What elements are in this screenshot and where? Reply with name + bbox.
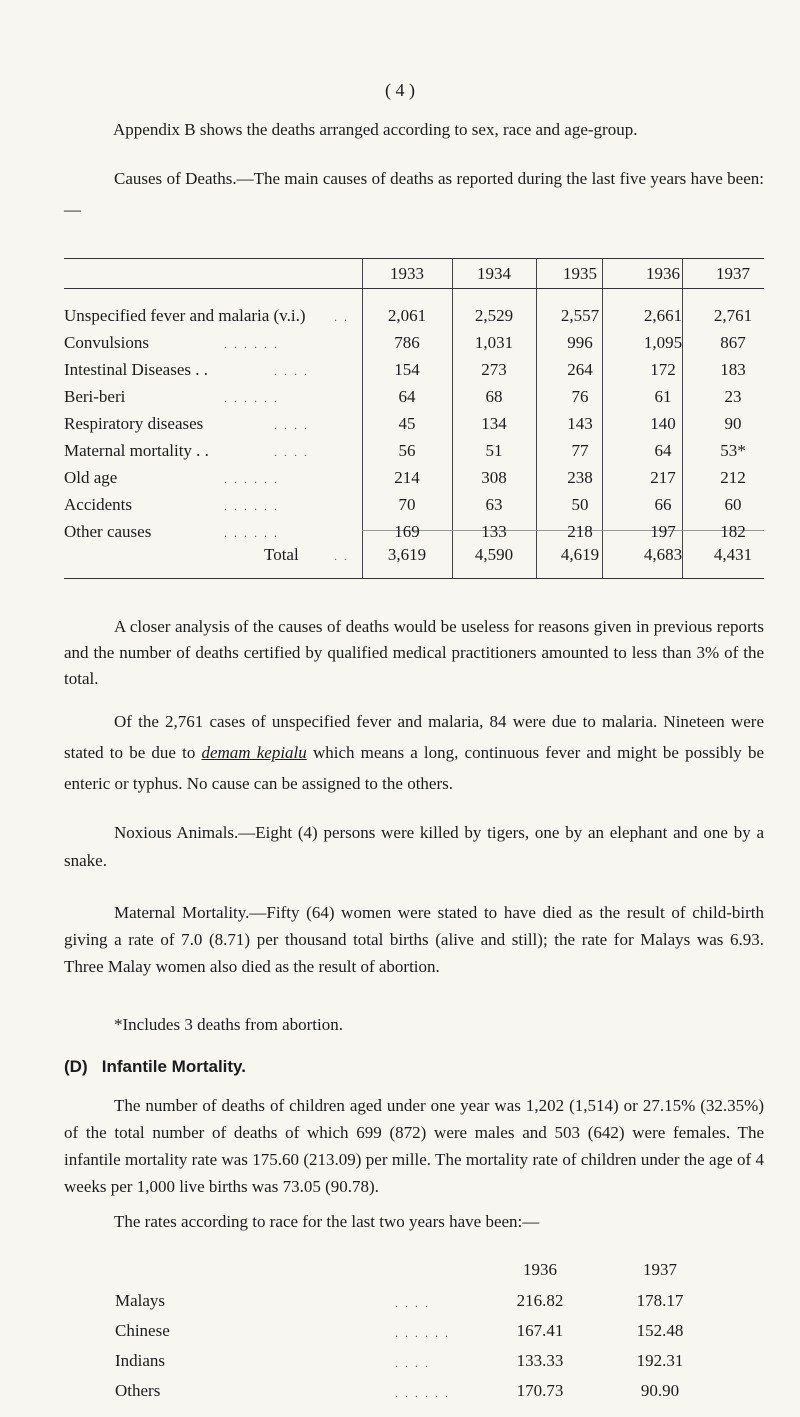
table-cell: 56 <box>398 441 416 460</box>
table-row-label: Intestinal Diseases . . <box>64 360 208 379</box>
table-row-label: Old age <box>64 468 118 487</box>
table-cell: 70 <box>398 495 416 514</box>
rate-cell: 90.90 <box>640 1381 680 1400</box>
table-row-label: Respiratory diseases <box>64 414 204 433</box>
year-header: 1936 <box>523 1260 557 1279</box>
appendix-line: Appendix B shows the deaths arranged according to sex, race and age-group. <box>113 120 638 139</box>
closer-analysis: A closer analysis of the causes of deaths would be useless for reasons given in previous reports and the number of deaths certified by qualified medical practitioners amounted to less than 3% of the total. <box>64 617 764 688</box>
table-cell: 786 <box>394 333 420 352</box>
page-number: ( 4 ) <box>385 80 415 100</box>
total-label: Total <box>264 545 299 564</box>
table-cell: 172 <box>650 360 676 379</box>
table-cell: 51 <box>485 441 503 460</box>
noxious-animals: Noxious Animals.—Eight (4) persons were killed by tigers, one by an elephant and one by a snake. <box>64 823 764 870</box>
table-cell: 264 <box>567 360 593 379</box>
table-cell: 90 <box>724 414 742 433</box>
table-cell: 183 <box>720 360 746 379</box>
malay-term: demam kepialu <box>201 743 307 762</box>
table-row-label: Accidents <box>64 495 132 514</box>
table-cell: 63 <box>485 495 503 514</box>
table-cell: 2,557 <box>560 306 600 325</box>
table-cell: 154 <box>394 360 420 379</box>
table-cell: 308 <box>481 468 507 487</box>
table-cell: 1,095 <box>643 333 683 352</box>
table-cell: 77 <box>571 441 589 460</box>
table-cell: 143 <box>567 414 593 433</box>
infantile-paragraph: The number of deaths of children aged under one year was 1,202 (1,514) or 27.15% (32.35%) of the total number of deaths of which 699 (872) were males and 503 (642) were females. The infantile mortality rate was 175.60 (213.09) per mille. The mortality rate of children under the age of 4 weeks per 1,000 live births was 73.05 (90.78). <box>64 1096 764 1196</box>
table-cell: 218 <box>567 522 593 541</box>
table-cell: 182 <box>720 522 746 541</box>
table-cell: 68 <box>485 387 503 406</box>
table-cell: 140 <box>650 414 676 433</box>
year-header: 1934 <box>477 264 511 283</box>
table-cell: 197 <box>650 522 676 541</box>
footnote: *Includes 3 deaths from abortion. <box>114 1015 343 1034</box>
table-cell: 2,529 <box>474 306 514 325</box>
table-cell: 1,031 <box>474 333 514 352</box>
table-cell: 2,061 <box>387 306 427 325</box>
rates-intro: The rates according to race for the last two years have been:— <box>114 1212 540 1231</box>
rate-cell: 170.73 <box>516 1381 564 1400</box>
table-cell: 867 <box>720 333 746 352</box>
race-rates-table: 1936 1937 Malays . . . . Chinese . . . . . . Indians . . . . Others . . . . . . 216.82 178.17 167.41 152.48 133.33 192.31 170.73 90.90 <box>0 0 800 1417</box>
year-header: 1933 <box>390 264 424 283</box>
table-cell: 50 <box>571 495 589 514</box>
fever-paragraph: Of the 2,761 cases of unspecified fever and malaria, 84 were due to malaria. Nineteen were stated to be due to demam kepialu which means a long, continuous fever and might be possibly be enteric or typhus. No cause can be assigned to the others. <box>64 712 764 793</box>
total-cell: 4,619 <box>560 545 600 564</box>
rate-cell: 192.31 <box>636 1351 684 1370</box>
total-cell: 4,683 <box>643 545 683 564</box>
table-cell: 66 <box>654 495 672 514</box>
total-cell: 4,590 <box>474 545 514 564</box>
table-cell: 60 <box>724 495 742 514</box>
table-cell: 76 <box>571 387 589 406</box>
table-cell: 214 <box>394 468 420 487</box>
table-row-label: Unspecified fever and malaria (v.i.) <box>64 306 306 325</box>
table-cell: 61 <box>654 387 672 406</box>
total-cell: 3,619 <box>387 545 427 564</box>
rate-cell: 216.82 <box>516 1291 564 1310</box>
table-cell: 45 <box>398 414 416 433</box>
table-cell: 996 <box>567 333 593 352</box>
table-row-label: Maternal mortality . . <box>64 441 209 460</box>
total-cell: 4,431 <box>713 545 753 564</box>
race-label: Chinese <box>115 1321 170 1340</box>
table-cell: 64 <box>654 441 672 460</box>
year-header: 1937 <box>716 264 750 283</box>
table-cell: 23 <box>724 387 742 406</box>
year-header: 1935 <box>563 264 597 283</box>
race-label: Others <box>115 1381 161 1400</box>
table-row-label: Convulsions <box>64 333 150 352</box>
section-heading-infantile: (D) Infantile Mortality. <box>64 1057 246 1076</box>
table-cell: 2,661 <box>643 306 683 325</box>
rate-cell: 133.33 <box>516 1351 564 1370</box>
table-cell: 53* <box>720 441 746 460</box>
table-cell: 64 <box>398 387 416 406</box>
table-cell: 273 <box>481 360 507 379</box>
year-header: 1937 <box>643 1260 677 1279</box>
race-label: Malays <box>115 1291 166 1310</box>
rate-cell: 152.48 <box>636 1321 684 1340</box>
causes-table: 1933 1934 1935 1936 1937 Unspecified fever and malaria (v.i.) . . Convulsions . . . . . . Intestinal Diseases . . . . . . Beri-beri . . . . . . Respiratory diseases . . . . Maternal mortality . . . . . . Old age . . . . . . Accidents . . . . . . Other causes . . . . . . Total . . 2,061 2,529 2,557 2,661 2,761 786 1,031 996 1,095 867 154 273 264 172 183 64 68 76 61 23 45 134 143 140 90 56 51 77 64 53* 214 308 238 217 212 70 63 50 66 60 169 133 218 197 182 3,619 4,590 4,619 4,683 4,431 <box>64 258 764 588</box>
table-row-label: Other causes <box>64 522 152 541</box>
rate-cell: 178.17 <box>636 1291 684 1310</box>
table-cell: 217 <box>650 468 676 487</box>
table-row-label: Beri-beri <box>64 387 126 406</box>
table-cell: 133 <box>481 522 507 541</box>
table-cell: 134 <box>481 414 507 433</box>
causes-intro: Causes of Deaths.—The main causes of deaths as reported during the last five years have been:— <box>64 169 764 219</box>
table-cell: 212 <box>720 468 746 487</box>
race-label: Indians <box>115 1351 166 1370</box>
table-cell: 2,761 <box>713 306 753 325</box>
table-cell: 169 <box>394 522 420 541</box>
table-cell: 238 <box>567 468 593 487</box>
maternal-mortality: Maternal Mortality.—Fifty (64) women were stated to have died as the result of child-birth giving a rate of 7.0 (8.71) per thousand total births (alive and still); the rate for Malays was 6.93. Three Malay women also died as the result of abortion. <box>64 903 764 976</box>
rate-cell: 167.41 <box>516 1321 564 1340</box>
year-header: 1936 <box>646 264 680 283</box>
